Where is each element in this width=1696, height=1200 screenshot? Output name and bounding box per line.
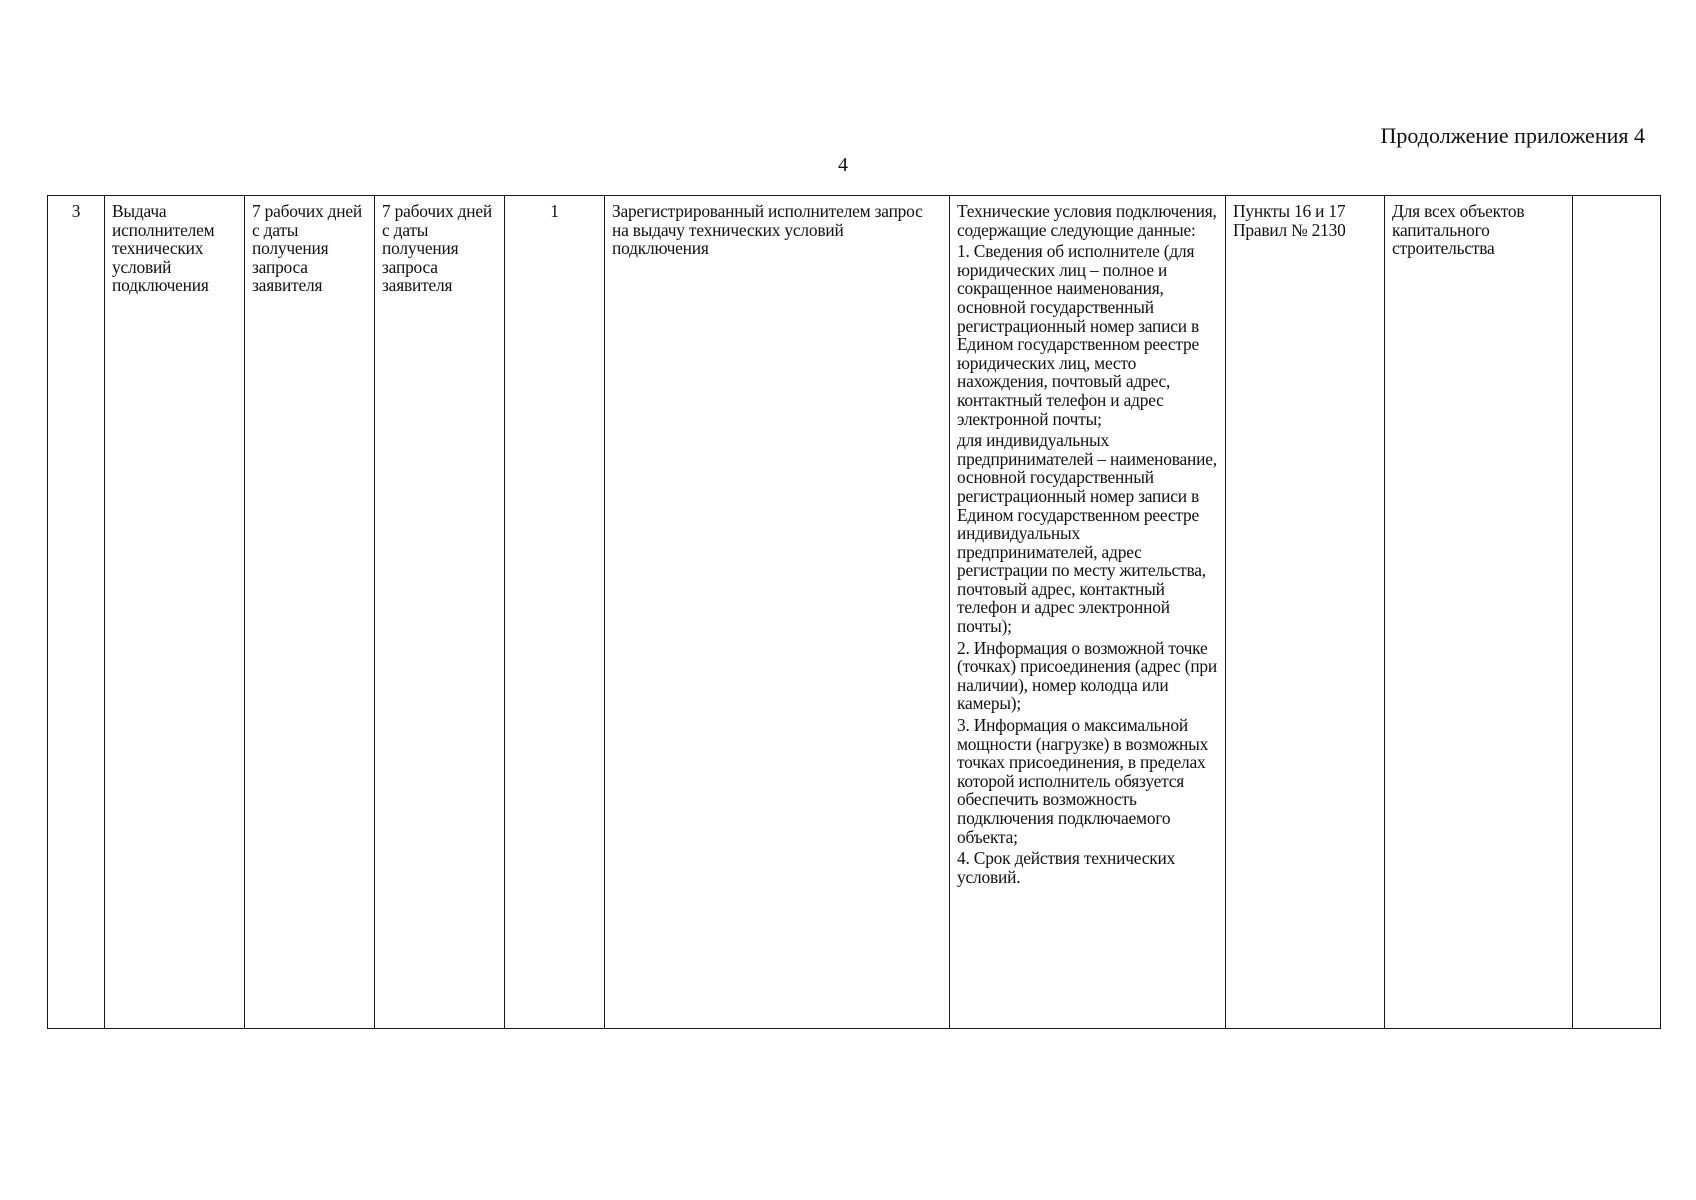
- cell-row-number: 3: [48, 196, 105, 1029]
- result-paragraph: 4. Срок действия технических условий.: [957, 848, 1176, 887]
- cell-input-document: Зарегистрированный исполнителем запрос на выдачу технических условий подключения: [605, 196, 950, 1029]
- cell-legal-basis: Пункты 16 и 17 Правил № 2130: [1226, 196, 1385, 1029]
- cell-note: [1573, 196, 1661, 1029]
- result-paragraph: для индивидуальных предпринимателей – наименование, основной государственный регистрационный номер записи в Едином государственном реестре индивидуальных предпринимателей, адрес регистрации по месту жительства, почтовый адрес, контактный телефон и адрес электронной почты);: [957, 430, 1217, 637]
- result-paragraph: 3. Информация о максимальной мощности (нагрузке) в возможных точках присоединения, в пределах которой исполнитель обязуется обеспечить возможность подключения подключаемого объекта;: [957, 715, 1209, 847]
- cell-applicability: Для всех объектов капитального строительства: [1385, 196, 1573, 1029]
- result-paragraph: 2. Информация о возможной точке (точках) присоединения (адрес (при наличии), номер колодца или камеры);: [957, 637, 1218, 714]
- page-number: 4: [838, 154, 848, 176]
- cell-service-name: Выдача исполнителем технических условий подключения: [105, 196, 245, 1029]
- result-paragraph: 1. Сведения об исполнителе (для юридических лиц – полное и сокращенное наименования, основной государственный регистрационный номер записи в Едином государственном реестре юридических лиц, место нахождения, почтовый адрес, контактный телефон и адрес электронной почты;: [957, 241, 1200, 429]
- appendix-continuation-title: Продолжение приложения 4: [1380, 123, 1645, 148]
- table-row: [48, 196, 1661, 1029]
- cell-result-document: [950, 196, 1226, 1029]
- cell-term-2: 7 рабочих дней с даты получения запроса заявителя: [375, 196, 505, 1029]
- result-paragraph: Технические условия подключения, содержащие следующие данные:: [957, 201, 1217, 240]
- procedure-table: [47, 195, 1661, 1029]
- cell-count: 1: [505, 196, 605, 1029]
- cell-term-1: 7 рабочих дней с даты получения запроса заявителя: [245, 196, 375, 1029]
